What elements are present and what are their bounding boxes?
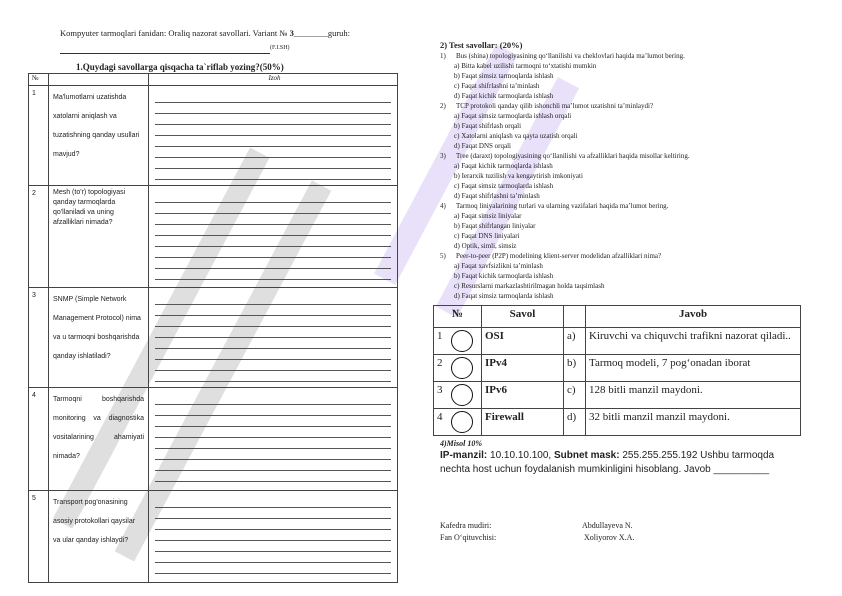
table-row xyxy=(29,186,398,288)
header-title: Kompyuter tarmoqlari fanidan: Oraliq nazorat savollari. Variant № xyxy=(60,28,290,38)
question-number: 1) xyxy=(440,52,446,60)
answer-option[interactable]: c) Xatolarni aniqlash va qayta uzatish orqali xyxy=(454,132,578,140)
test-question xyxy=(440,51,803,101)
col-izoh: Izoh xyxy=(149,74,398,86)
question-number: 4) xyxy=(440,202,446,210)
exercise-text xyxy=(433,449,803,477)
answer-option[interactable]: a) Bitta kabel uzilishi tarmoqni to‘xtatishi mumkin xyxy=(454,62,597,70)
answer-line[interactable] xyxy=(155,136,391,147)
ip-value: 10.10.10.100, xyxy=(487,450,554,461)
table-row xyxy=(434,409,801,436)
answer-line[interactable] xyxy=(155,338,391,349)
answer-option[interactable]: b) Faqat shifrlash orqali xyxy=(454,122,522,130)
table-row xyxy=(29,288,398,388)
section2-title: 2) Test savollar: (20%) xyxy=(440,40,523,50)
signature-role: Fan O‘qituvchisi: xyxy=(440,533,497,542)
definition: Tarmoq modeli, 7 pog‘onadan iborat xyxy=(586,355,801,382)
answer-line[interactable] xyxy=(155,394,391,405)
answer-circle[interactable] xyxy=(451,411,473,433)
answer-line[interactable] xyxy=(155,247,391,258)
question-number: 3) xyxy=(440,152,446,160)
answer-option[interactable]: c) Faqat DNS liniyalari xyxy=(454,232,520,240)
answer-line[interactable] xyxy=(155,563,391,574)
table-row xyxy=(29,86,398,186)
row-number: 4 xyxy=(437,411,443,423)
question-text: Mesh (to'r) topologiyasi qanday tarmoqlarda qo'llaniladi va uning afzalliklari nimada? xyxy=(49,186,149,288)
question-text: Ma'lumotlarni uzatishda xatolarni aniqlash va tuzatishning qanday usullari mavjud? xyxy=(49,86,149,186)
answer-circle[interactable] xyxy=(451,330,473,352)
option-letter: c) xyxy=(564,382,586,409)
answer-line[interactable] xyxy=(155,305,391,316)
answer-line[interactable] xyxy=(155,371,391,382)
answer-circle[interactable] xyxy=(451,357,473,379)
answer-line[interactable] xyxy=(155,269,391,280)
mask-label: Subnet mask: xyxy=(553,450,620,461)
answer-line[interactable] xyxy=(155,203,391,214)
answer-line[interactable] xyxy=(155,460,391,471)
question-text: Tarmoq liniyalarining turlari va ularning vazifalari haqida ma’lumot bering. xyxy=(456,202,669,210)
answer-line[interactable] xyxy=(155,427,391,438)
answer-line[interactable] xyxy=(155,192,391,203)
row-number: 1 xyxy=(437,330,443,342)
table-row xyxy=(29,491,398,583)
term: Firewall xyxy=(482,409,564,436)
answer-option[interactable]: a) Faqat kichik tarmoqlarda ishlash xyxy=(454,162,553,170)
row-number: 3 xyxy=(29,288,49,388)
row-number: 5 xyxy=(29,491,49,583)
term: IPv6 xyxy=(482,382,564,409)
option-letter: d) xyxy=(564,409,586,436)
test-question xyxy=(440,101,803,151)
right-column xyxy=(433,40,803,477)
table-row xyxy=(434,382,801,409)
definition: 32 bitli manzil manzil maydoni. xyxy=(586,409,801,436)
question-number: 2) xyxy=(440,102,446,110)
question-text: TCP protokoli qanday qilib ishonchli ma’lumot uzatishni ta’minlaydi? xyxy=(456,102,654,110)
answer-line[interactable] xyxy=(155,103,391,114)
answer-option[interactable]: b) Faqat kichik tarmoqlarda ishlash xyxy=(454,272,554,280)
answer-line[interactable] xyxy=(155,294,391,305)
answer-line[interactable] xyxy=(155,327,391,338)
test-question xyxy=(440,201,803,251)
answer-line[interactable] xyxy=(155,360,391,371)
answer-line[interactable] xyxy=(155,497,391,508)
short-answer-table xyxy=(28,73,398,583)
answer-option[interactable]: d) Optik, simli, simsiz xyxy=(454,242,517,250)
answer-line[interactable] xyxy=(155,416,391,427)
test-question xyxy=(440,251,803,301)
fish-label: (F.I.SH) xyxy=(270,45,290,51)
question-text: Bus (shina) topologiyasining qo‘llanilishi va cheklovlari haqida ma’lumot bering. xyxy=(456,52,685,60)
signature-role: Kafedra mudiri: xyxy=(440,521,492,530)
variant-number: 3 xyxy=(289,28,294,38)
answer-circle[interactable] xyxy=(451,384,473,406)
answer-option[interactable]: b) Ierarxik tuzilish va kengaytirish imkoniyati xyxy=(454,172,583,180)
answer-line[interactable] xyxy=(155,258,391,269)
answer-line[interactable] xyxy=(155,552,391,563)
answer-line[interactable] xyxy=(155,316,391,327)
answer-line[interactable] xyxy=(155,530,391,541)
answer-option[interactable]: b) Faqat simsiz tarmoqlarda ishlash xyxy=(454,72,554,80)
answer-option[interactable]: c) Faqat simsiz tarmoqlarda ishlash xyxy=(454,182,554,190)
answer-line[interactable] xyxy=(155,125,391,136)
option-letter: a) xyxy=(564,328,586,355)
answer-area[interactable] xyxy=(149,186,398,288)
ip-label: IP-manzil: xyxy=(440,450,488,461)
col-javob: Javob xyxy=(586,306,801,328)
row-number: 1 xyxy=(29,86,49,186)
answer-line[interactable] xyxy=(155,349,391,360)
answer-option[interactable]: c) Resurslarni markazlashtirilmagan holda taqsimlash xyxy=(454,282,605,290)
document-header xyxy=(60,28,350,38)
answer-option[interactable]: c) Faqat shifrlashni ta’minlash xyxy=(454,82,540,90)
test-question xyxy=(440,151,803,201)
answer-line[interactable] xyxy=(155,214,391,225)
question-number: 5) xyxy=(440,252,446,260)
answer-option[interactable]: d) Faqat kichik tarmoqlarda ishlash xyxy=(454,92,554,100)
test-section xyxy=(433,51,803,301)
answer-option[interactable]: a) Faqat simsiz liniyalar xyxy=(454,212,522,220)
answer-line[interactable] xyxy=(155,225,391,236)
answer-option[interactable]: d) Faqat simsiz tarmoqlarda ishlash xyxy=(454,292,554,300)
section1-title: 1.Quydagi savollarga qisqacha ta`riflab yozing?(50%) xyxy=(76,62,284,72)
section4-title: 4)Misol 10% xyxy=(440,439,482,448)
answer-line[interactable] xyxy=(155,169,391,180)
answer-line[interactable] xyxy=(155,519,391,530)
row-number: 4 xyxy=(29,388,49,491)
answer-area[interactable] xyxy=(149,288,398,388)
answer-line[interactable] xyxy=(155,236,391,247)
row-number: 2 xyxy=(437,357,443,369)
answer-line[interactable] xyxy=(155,147,391,158)
answer-line[interactable] xyxy=(155,438,391,449)
question-text: Tree (daraxt) topologiyasining qo‘llanilishi va afzalliklari haqida misollar keltiring. xyxy=(456,152,690,160)
table-row xyxy=(434,355,801,382)
answer-option[interactable]: d) Faqat shifrlashni ta’minlash xyxy=(454,192,540,200)
row-number: 2 xyxy=(29,186,49,288)
table-row xyxy=(434,328,801,355)
question-text: Tarmoqni boshqarishda monitoring va diagnostika vositalarining ahamiyati nimada? xyxy=(49,388,149,491)
term: OSI xyxy=(482,328,564,355)
answer-line[interactable] xyxy=(155,541,391,552)
question-text: Peer-to-peer (P2P) modelining klient-server modelidan afzalliklari nima? xyxy=(456,252,662,260)
answer-option[interactable]: a) Faqat simsiz tarmoqlarda ishlash orqali xyxy=(454,112,572,120)
answer-area[interactable] xyxy=(149,388,398,491)
option-letter: b) xyxy=(564,355,586,382)
answer-line[interactable] xyxy=(155,405,391,416)
answer-area[interactable] xyxy=(149,491,398,583)
answer-line[interactable] xyxy=(155,449,391,460)
answer-line[interactable] xyxy=(155,508,391,519)
answer-option[interactable]: b) Faqat shifrlangan liniyalar xyxy=(454,222,536,230)
answer-area[interactable] xyxy=(149,86,398,186)
signature-name: Xoliyorov X.A. xyxy=(584,533,635,542)
col-savol: Savol xyxy=(482,306,564,328)
definition: Kiruvchi va chiquvchi trafikni nazorat qiladi.. xyxy=(586,328,801,355)
answer-line[interactable] xyxy=(155,92,391,103)
matching-table xyxy=(433,305,801,436)
answer-option[interactable]: a) Faqat xavfsizlikni ta’minlash xyxy=(454,262,543,270)
term: IPv4 xyxy=(482,355,564,382)
answer-line[interactable] xyxy=(155,471,391,482)
name-line xyxy=(60,44,270,54)
definition: 128 bitli manzil maydoni. xyxy=(586,382,801,409)
col-no: № xyxy=(434,306,482,328)
mask-value: 255.255.255.192 Ushbu tarmoqda nechta host uchun foydalanish mumkinligini hisoblang. Javob __________ xyxy=(440,450,775,475)
group-field: ________guruh: xyxy=(293,28,351,38)
question-text: Transport pog'onasining asosiy protokollari qaysilar va ular qanday ishlaydi? xyxy=(49,491,149,583)
question-text: SNMP (Simple Network Management Protocol) nima va u tarmoqni boshqarishda qanday ishlatiladi? xyxy=(49,288,149,388)
table-row xyxy=(29,388,398,491)
answer-line[interactable] xyxy=(155,158,391,169)
answer-option[interactable]: d) Faqat DNS orqali xyxy=(454,142,511,150)
signature-name: Abdullayeva N. xyxy=(582,521,633,530)
answer-line[interactable] xyxy=(155,114,391,125)
col-no: № xyxy=(29,74,49,86)
row-number: 3 xyxy=(437,384,443,396)
